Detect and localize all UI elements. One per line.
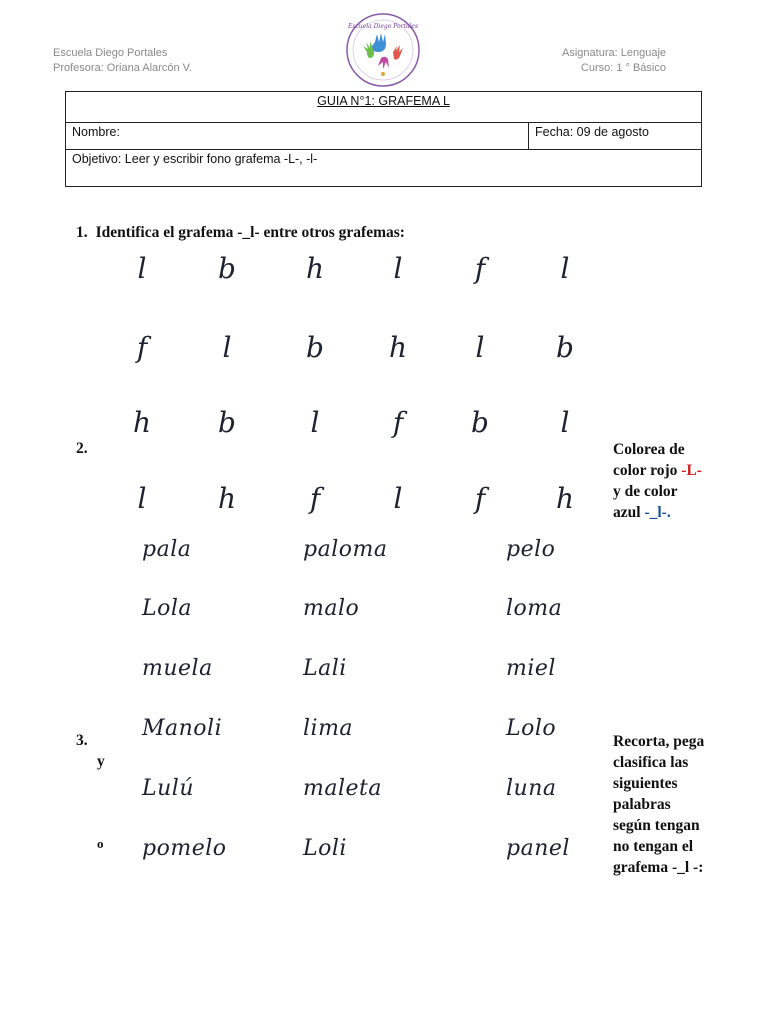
grapheme: l [393, 252, 403, 285]
question-3-marker-o: o [97, 836, 104, 851]
grapheme: l [222, 331, 232, 364]
word: maleta [303, 776, 382, 801]
grapheme: b [471, 406, 489, 439]
uppercase-l-marker: -L- [681, 462, 702, 479]
instruction-line: Colorea de [613, 441, 685, 458]
instruction-line: grafema -_l -: [613, 859, 704, 876]
grapheme: h [555, 482, 575, 515]
grapheme: l [310, 406, 320, 439]
question-1-text: Identifica el grafema -_l- entre otros grafemas: [95, 224, 405, 241]
word: Manoli [142, 716, 223, 741]
logo-text: Escuela Diego Portales [347, 23, 419, 30]
word: panel [506, 836, 570, 861]
grapheme: f [136, 331, 148, 364]
word: Lulú [142, 776, 194, 801]
word: Loli [303, 836, 347, 861]
grapheme: h [132, 406, 152, 439]
instruction-line: palabras [613, 796, 671, 813]
grapheme: f [309, 482, 321, 515]
question-2-number: 2. [76, 440, 88, 457]
instruction-line: clasifica las [613, 754, 689, 771]
grapheme: f [474, 482, 486, 515]
worksheet-info-table [65, 91, 702, 187]
question-3-marker-y: y [97, 753, 105, 770]
question-3-number: 3. [76, 732, 88, 749]
lowercase-l-marker: -_l-. [644, 504, 671, 521]
instruction-text: color rojo [613, 462, 682, 479]
date-field: Fecha: 09 de agosto [529, 123, 702, 150]
word: lima [303, 716, 354, 741]
word: loma [506, 596, 563, 621]
grapheme: l [560, 252, 570, 285]
objective-field: Objetivo: Leer y escribir fono grafema -L-, -l- [66, 150, 702, 187]
question-3-instruction [613, 731, 704, 878]
school-logo [345, 12, 421, 88]
instruction-line [613, 460, 702, 481]
worksheet-title: GUIA N°1: GRAFEMA L [66, 92, 702, 123]
grapheme: b [218, 252, 236, 285]
school-header [53, 46, 192, 76]
grapheme: h [305, 252, 325, 285]
instruction-line: según tengan [613, 817, 700, 834]
grapheme: l [475, 331, 485, 364]
grapheme: l [393, 482, 403, 515]
question-1 [76, 224, 405, 242]
instruction-line: no tengan el [613, 838, 694, 855]
instruction-line: siguientes [613, 775, 678, 792]
instruction-line: Recorta, pega [613, 733, 705, 750]
grapheme: b [218, 406, 236, 439]
grapheme: l [137, 482, 147, 515]
instruction-line [613, 502, 702, 523]
word: Lali [303, 656, 347, 681]
word: Lola [142, 596, 193, 621]
name-field: Nombre: [66, 123, 529, 150]
instruction-text: azul [613, 504, 645, 521]
grapheme: h [388, 331, 408, 364]
subject: Asignatura: Lenguaje [562, 47, 666, 59]
word: malo [303, 596, 360, 621]
grapheme: b [556, 331, 574, 364]
word: paloma [303, 537, 388, 562]
grapheme: f [474, 252, 486, 285]
instruction-line: y de color [613, 483, 678, 500]
word: pala [142, 537, 192, 562]
word: luna [506, 776, 557, 801]
grapheme: l [137, 252, 147, 285]
word: miel [506, 656, 556, 681]
word: pelo [506, 537, 556, 562]
teacher-name: Profesora: Oriana Alarcón V. [53, 62, 193, 74]
word: muela [142, 656, 213, 681]
grapheme: l [560, 406, 570, 439]
grapheme: b [306, 331, 324, 364]
course: Curso: 1 ° Básico [580, 62, 666, 74]
word: pomelo [142, 836, 227, 861]
school-name: Escuela Diego Portales [53, 47, 168, 59]
question-1-number: 1. [76, 224, 88, 241]
course-header [562, 46, 666, 76]
grapheme: f [392, 406, 404, 439]
word: Lolo [506, 716, 557, 741]
question-2-instruction [613, 439, 702, 523]
grapheme: h [217, 482, 237, 515]
